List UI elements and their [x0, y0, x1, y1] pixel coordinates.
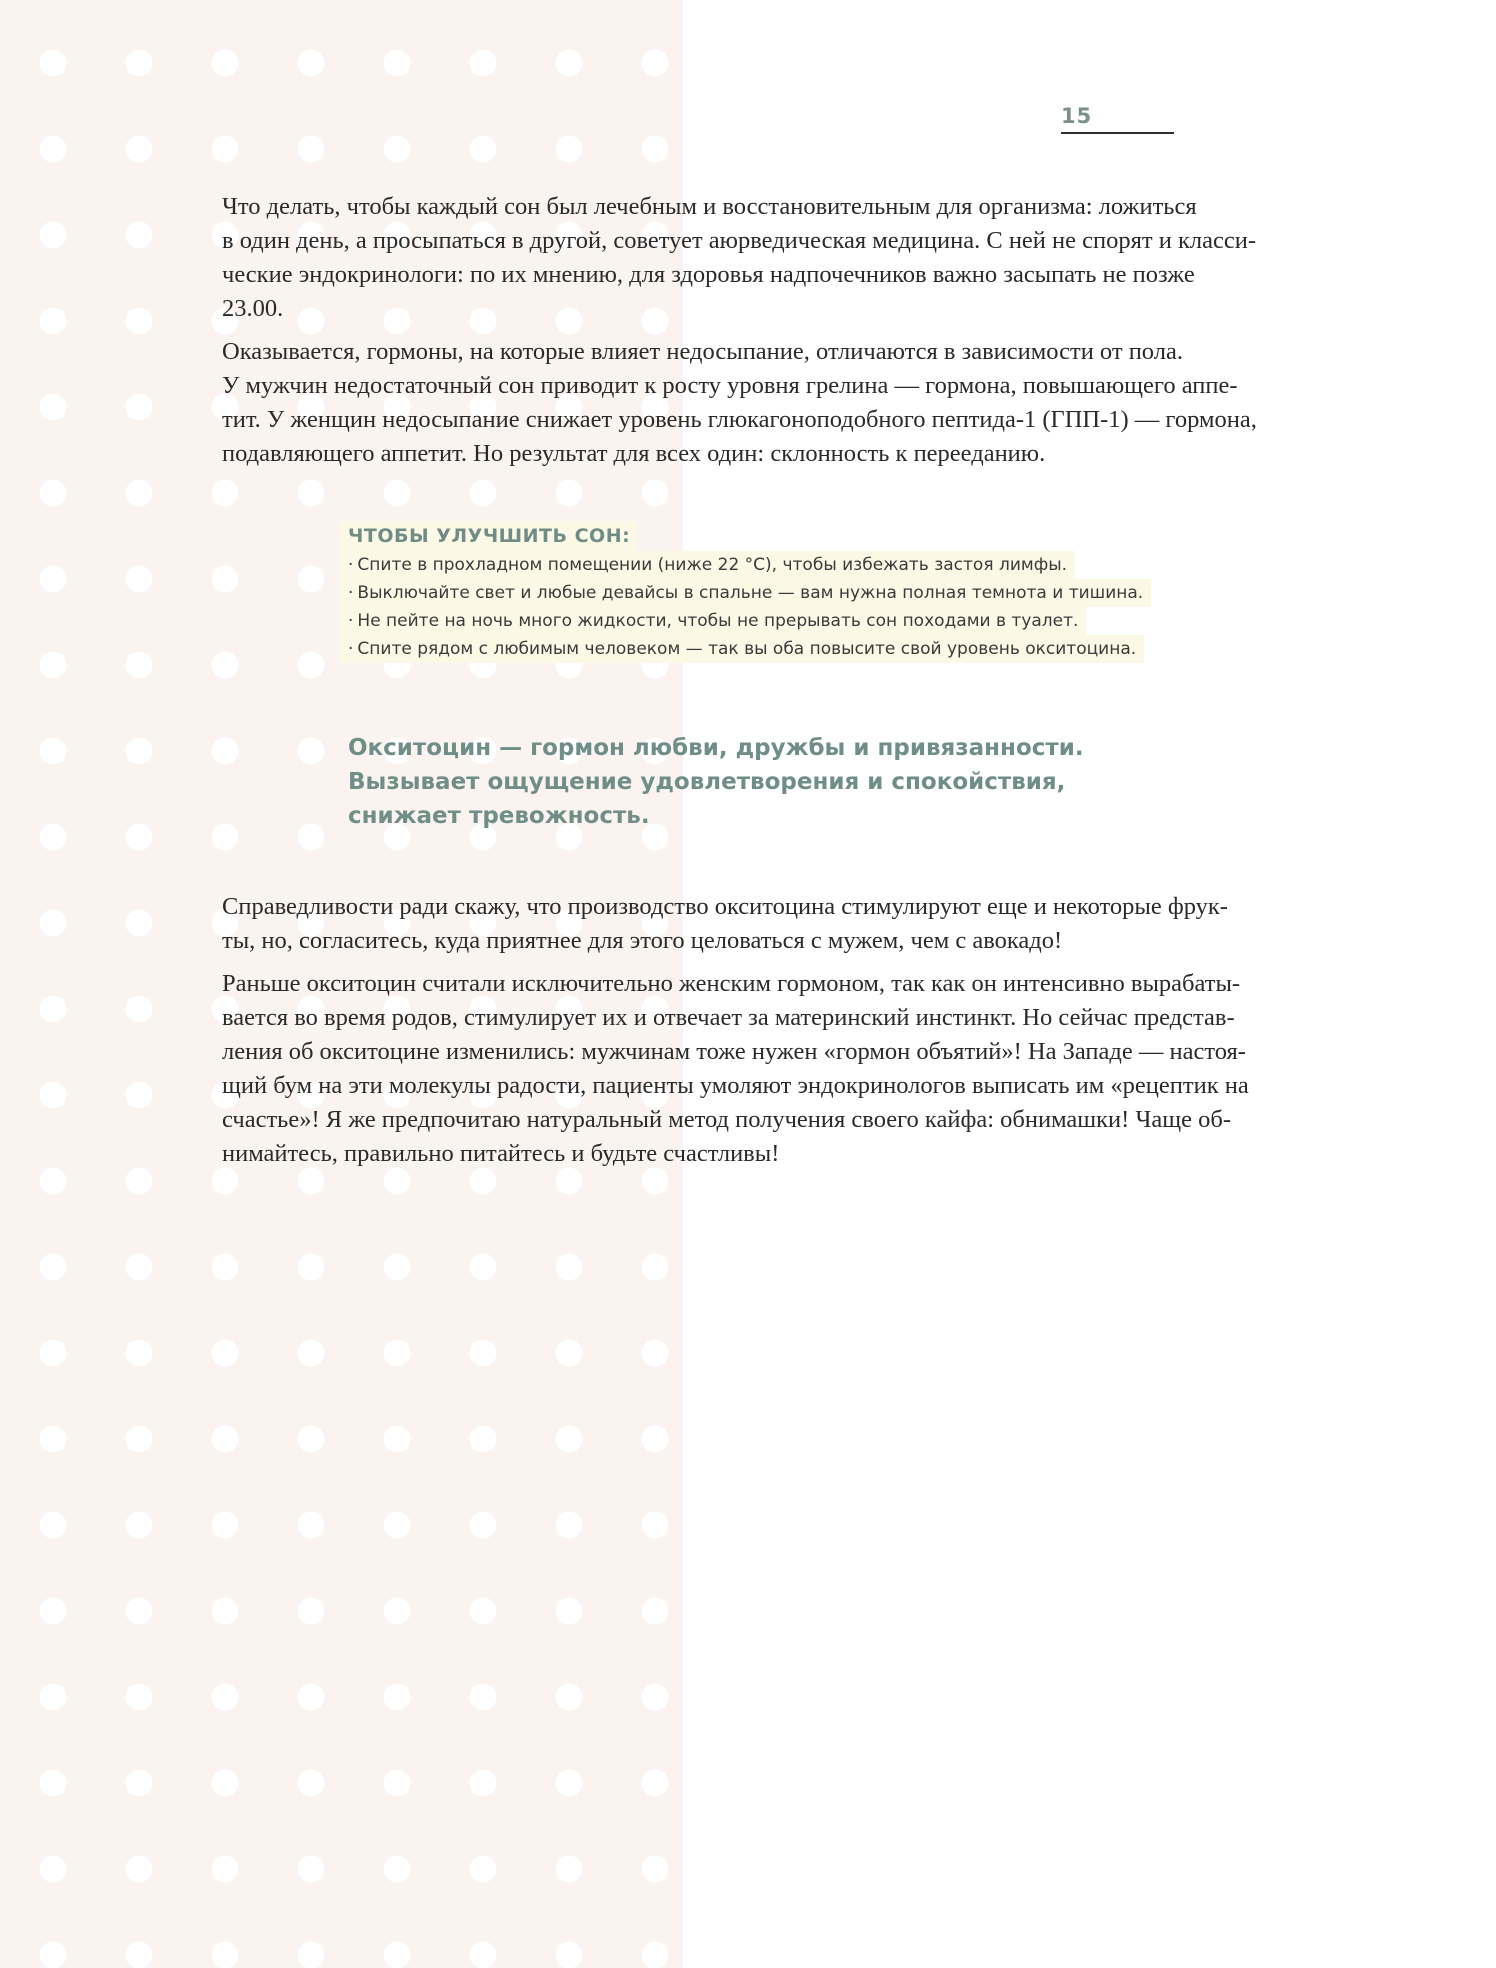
text-line: нимайтесь, правильно питайтесь и будьте счастливы!: [222, 1140, 780, 1167]
tip-text: Спите рядом с любимым человеком — так вы оба повысите свой уровень окситоцина.: [357, 639, 1137, 659]
tips-list: [340, 551, 1270, 663]
tip-item: [340, 579, 1151, 607]
paragraph-hormones-gender: [222, 335, 1362, 471]
tip-item: [340, 635, 1144, 663]
text-line: Справедливости ради скажу, что производство окситоцина стимулируют еще и некоторые фрук-: [222, 893, 1228, 920]
oxytocin-pull-quote: [348, 731, 1248, 833]
body-text-top: [222, 190, 1362, 480]
paragraph-fruits: [222, 890, 1362, 958]
paragraph-sleep-advice: [222, 190, 1362, 326]
bullet-icon: ·: [348, 555, 354, 575]
bullet-icon: ·: [348, 639, 354, 659]
text-line: ления об окситоцине изменились: мужчинам тоже нужен «гормон объятий»! На Западе — настоя-: [222, 1038, 1246, 1065]
quote-line: Окситоцин — гормон любви, дружбы и привязанности.: [348, 735, 1084, 761]
text-line: счастье»! Я же предпочитаю натуральный метод получения своего кайфа: обнимашки! Чаще об-: [222, 1106, 1231, 1133]
text-line: Раньше окситоцин считали исключительно женским гормоном, так как он интенсивно вырабаты-: [222, 970, 1241, 997]
bullet-icon: ·: [348, 611, 354, 631]
sleep-tips-box: [340, 521, 1270, 663]
paragraph-oxytocin-history: [222, 967, 1362, 1171]
body-text-bottom: [222, 890, 1362, 1180]
text-line: ты, но, согласитесь, куда приятнее для этого целоваться с мужем, чем с авокадо!: [222, 927, 1063, 954]
tip-text: Спите в прохладном помещении (ниже 22 °С), чтобы избежать застоя лимфы.: [357, 555, 1068, 575]
page-number: 15: [1061, 104, 1174, 134]
bullet-icon: ·: [348, 583, 354, 603]
tip-text: Выключайте свет и любые девайсы в спальне — вам нужна полная темнота и тишина.: [357, 583, 1144, 603]
text-line: У мужчин недостаточный сон приводит к росту уровня грелина — гормона, повышающего аппе-: [222, 372, 1238, 399]
text-line: 23.00.: [222, 295, 284, 322]
tips-heading: ЧТОБЫ УЛУЧШИТЬ СОН:: [340, 521, 636, 551]
tip-item: [340, 607, 1086, 635]
quote-line: снижает тревожность.: [348, 803, 650, 829]
text-line: вается во время родов, стимулирует их и отвечает за материнский инстинкт. Но сейчас представ-: [222, 1004, 1235, 1031]
text-line: Что делать, чтобы каждый сон был лечебным и восстановительным для организма: ложиться: [222, 193, 1197, 220]
text-line: щий бум на эти молекулы радости, пациенты умоляют эндокринологов выписать им «рецептик на: [222, 1072, 1249, 1099]
tip-item: [340, 551, 1075, 579]
text-line: тит. У женщин недосыпание снижает уровень глюкагоноподобного пептида-1 (ГПП-1) — гормона,: [222, 406, 1257, 433]
text-line: подавляющего аппетит. Но результат для всех один: склонность к перееданию.: [222, 440, 1046, 467]
quote-line: Вызывает ощущение удовлетворения и спокойствия,: [348, 769, 1066, 795]
text-line: Оказывается, гормоны, на которые влияет недосыпание, отличаются в зависимости от пола.: [222, 338, 1183, 365]
tip-text: Не пейте на ночь много жидкости, чтобы не прерывать сон походами в туалет.: [357, 611, 1079, 631]
text-line: ческие эндокринологи: по их мнению, для здоровья надпочечников важно засыпать не позже: [222, 261, 1195, 288]
text-line: в один день, а просыпаться в другой, советует аюрведическая медицина. С ней не спорят и класси-: [222, 227, 1257, 254]
